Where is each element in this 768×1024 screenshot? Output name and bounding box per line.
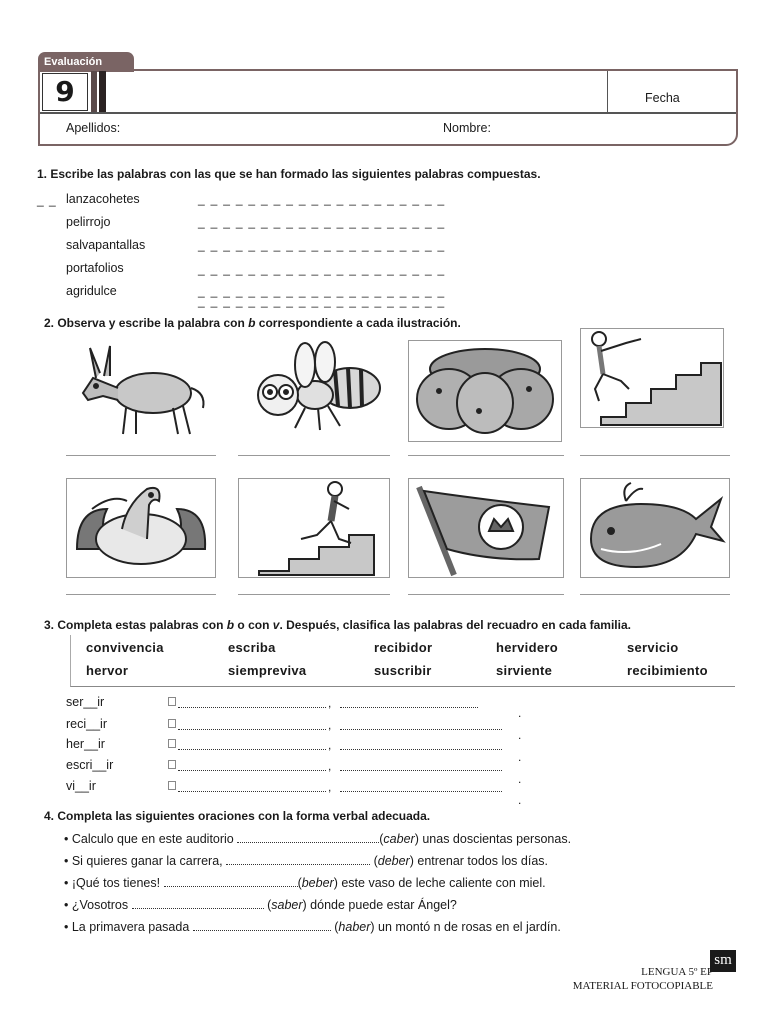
evaluation-tab: Evaluación bbox=[38, 52, 134, 72]
separator: , bbox=[328, 696, 332, 710]
whale-icon bbox=[580, 478, 730, 578]
box-word: recibidor bbox=[374, 640, 433, 655]
answer-line[interactable] bbox=[178, 770, 326, 771]
separator: . bbox=[518, 750, 522, 764]
answer-blank[interactable] bbox=[226, 854, 370, 865]
header-bar bbox=[99, 71, 106, 113]
answer-line[interactable] bbox=[340, 729, 502, 730]
answer-blank[interactable] bbox=[164, 876, 298, 887]
header-bar bbox=[91, 71, 97, 113]
family-root: escri__ir bbox=[66, 758, 114, 772]
apellidos-label: Apellidos: bbox=[66, 121, 121, 135]
checkbox[interactable] bbox=[168, 739, 176, 748]
compound-word: salvapantallas bbox=[66, 238, 146, 252]
box-word: hervidero bbox=[496, 640, 558, 655]
bee-icon bbox=[240, 340, 388, 440]
answer-line[interactable] bbox=[408, 594, 564, 595]
question-2-title: 2. Observa y escribe la palabra con b correspondiente a cada ilustración. bbox=[44, 316, 461, 330]
header-box bbox=[38, 69, 738, 146]
climbing-stairs-icon bbox=[580, 328, 724, 428]
compound-word: lanzacohetes bbox=[66, 192, 140, 206]
vulture-icon bbox=[66, 478, 216, 578]
answer-line[interactable] bbox=[340, 791, 502, 792]
compound-word: agridulce bbox=[66, 284, 117, 298]
answer-blank[interactable]: _ _ _ _ _ _ _ _ _ _ _ _ _ _ _ _ _ _ _ _ bbox=[198, 294, 446, 308]
answer-blank[interactable]: _ _ _ _ _ _ _ _ _ _ _ _ _ _ _ _ _ _ _ _ bbox=[198, 215, 446, 229]
box-word: siempreviva bbox=[228, 663, 307, 678]
separator: . bbox=[518, 772, 522, 786]
separator: . bbox=[518, 793, 522, 807]
question-1-title: 1. Escribe las palabras con las que se han formado las siguientes palabras compuestas. bbox=[37, 167, 541, 181]
checkbox[interactable] bbox=[168, 781, 176, 790]
checkbox[interactable] bbox=[168, 760, 176, 769]
answer-line[interactable] bbox=[340, 770, 502, 771]
unit-number: 9 bbox=[42, 73, 88, 111]
sentence-5: • La primavera pasada (haber) un montó n de rosas en el jardín. bbox=[64, 920, 561, 934]
box-word: convivencia bbox=[86, 640, 164, 655]
checkbox[interactable] bbox=[168, 697, 176, 706]
compound-word: portafolios bbox=[66, 261, 124, 275]
answer-blank: _ _ bbox=[37, 193, 57, 207]
separator: , bbox=[328, 738, 332, 752]
answer-line[interactable] bbox=[580, 455, 730, 456]
answer-line[interactable] bbox=[66, 594, 216, 595]
nombre-label: Nombre: bbox=[443, 121, 491, 135]
flag-icon bbox=[408, 478, 564, 578]
answer-line[interactable] bbox=[178, 729, 326, 730]
answer-blank[interactable] bbox=[193, 920, 331, 931]
separator: , bbox=[328, 718, 332, 732]
answer-line[interactable] bbox=[66, 455, 216, 456]
answer-blank[interactable]: _ _ _ _ _ _ _ _ _ _ _ _ _ _ _ _ _ _ _ _ bbox=[198, 192, 446, 206]
family-root: vi__ir bbox=[66, 779, 96, 793]
sentence-3: • ¡Qué tos tienes! (beber) este vaso de leche caliente con miel. bbox=[64, 876, 546, 890]
fecha-label: Fecha bbox=[645, 91, 680, 105]
separator: . bbox=[518, 728, 522, 742]
family-root: reci__ir bbox=[66, 717, 107, 731]
donkey-icon bbox=[68, 338, 216, 443]
family-root: ser__ir bbox=[66, 695, 105, 709]
answer-line[interactable] bbox=[238, 594, 390, 595]
separator: , bbox=[328, 759, 332, 773]
answer-line[interactable] bbox=[178, 749, 326, 750]
sentence-4: • ¿Vosotros (saber) dónde puede estar Ángel? bbox=[64, 898, 457, 912]
question-4-title: 4. Completa las siguientes oraciones con la forma verbal adecuada. bbox=[44, 809, 431, 823]
footer-material: MATERIAL FOTOCOPIABLE bbox=[572, 980, 713, 992]
box-word: servicio bbox=[627, 640, 679, 655]
family-root: her__ir bbox=[66, 737, 105, 751]
sentence-1: • Calculo que en este auditorio (caber) unas doscientas personas. bbox=[64, 832, 572, 846]
answer-line[interactable] bbox=[580, 594, 730, 595]
sentence-2: • Si quieres ganar la carrera, (deber) entrenar todos los días. bbox=[64, 854, 549, 868]
box-word: escriba bbox=[228, 640, 276, 655]
answer-blank[interactable]: _ _ _ _ _ _ _ _ _ _ _ _ _ _ _ _ _ _ _ _ bbox=[198, 284, 446, 298]
box-word: hervor bbox=[86, 663, 129, 678]
compound-word: pelirrojo bbox=[66, 215, 111, 229]
box-word: sirviente bbox=[496, 663, 553, 678]
checkbox[interactable] bbox=[168, 719, 176, 728]
answer-line[interactable] bbox=[408, 455, 564, 456]
answer-blank[interactable] bbox=[132, 898, 264, 909]
potatoes-icon bbox=[408, 340, 562, 442]
question-3-title: 3. Completa estas palabras con b o con v. Después, clasifica las palabras del recuadro en cada familia. bbox=[44, 618, 631, 632]
answer-line[interactable] bbox=[238, 455, 390, 456]
answer-blank[interactable] bbox=[237, 832, 379, 843]
separator: . bbox=[518, 706, 522, 720]
answer-line[interactable] bbox=[178, 791, 326, 792]
footer-subject: LENGUA 5º EP bbox=[641, 966, 713, 978]
answer-line[interactable] bbox=[340, 749, 502, 750]
header-divider bbox=[40, 112, 736, 114]
separator: , bbox=[328, 780, 332, 794]
answer-line[interactable] bbox=[178, 707, 326, 708]
walking-stairs-icon bbox=[238, 478, 390, 578]
answer-line[interactable] bbox=[340, 707, 478, 708]
publisher-logo: sm bbox=[710, 950, 736, 972]
answer-blank[interactable]: _ _ _ _ _ _ _ _ _ _ _ _ _ _ _ _ _ _ _ _ bbox=[198, 262, 446, 276]
box-word: suscribir bbox=[374, 663, 432, 678]
box-word: recibimiento bbox=[627, 663, 708, 678]
answer-blank[interactable]: _ _ _ _ _ _ _ _ _ _ _ _ _ _ _ _ _ _ _ _ bbox=[198, 238, 446, 252]
header-divider bbox=[607, 71, 608, 112]
